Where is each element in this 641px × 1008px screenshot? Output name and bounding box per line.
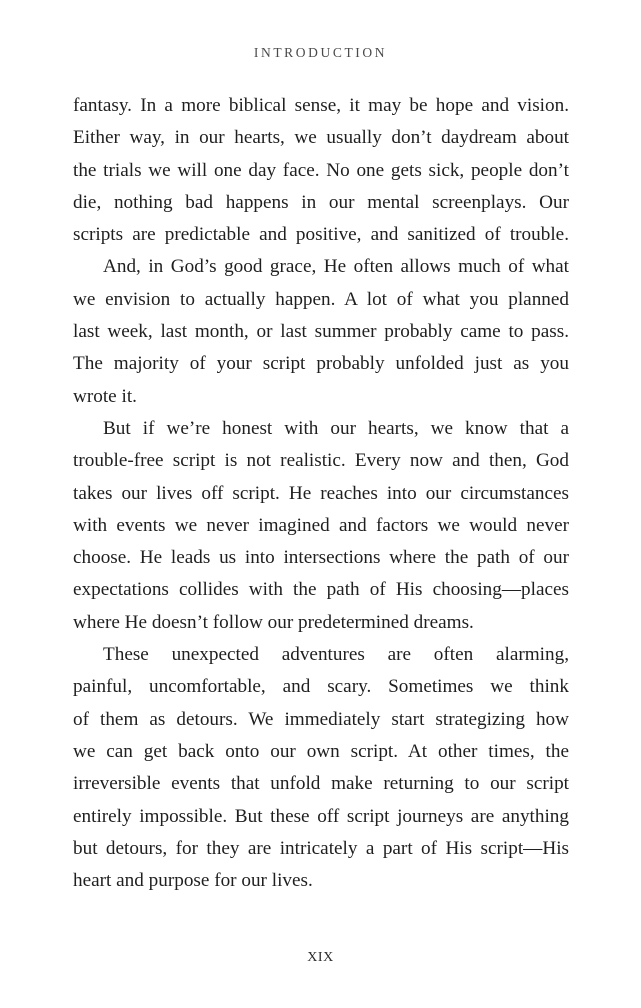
text-line: takes our lives off script. He reaches into our circumstances — [73, 482, 569, 504]
paragraph — [73, 639, 569, 897]
text-line: with events we never imagined and factors we would never — [73, 514, 569, 536]
text-line: fantasy. In a more biblical sense, it may be hope and vision. — [73, 95, 569, 116]
page-number: XIX — [307, 950, 334, 965]
text-line: scripts are predictable and positive, and sanitized of trouble. — [73, 224, 569, 246]
text-line: we can get back onto our own script. At other times, the — [73, 740, 569, 762]
text-line: The majority of your script probably unfolded just as you — [73, 353, 569, 375]
paragraph — [73, 90, 569, 251]
paragraph — [73, 251, 569, 412]
paragraph — [73, 413, 569, 639]
text-line: But if we’re honest with our hearts, we know that a — [103, 417, 569, 439]
text-line: but detours, for they are intricately a part of His script—His — [73, 837, 569, 859]
text-line: die, nothing bad happens in our mental screenplays. Our — [73, 191, 569, 213]
text-line: where He doesn’t follow our predetermined dreams. — [73, 611, 474, 633]
text-line: choose. He leads us into intersections where the path of our — [73, 547, 569, 569]
text-line: the trials we will one day face. No one gets sick, people don’t — [73, 159, 569, 181]
text-line: Either way, in our hearts, we usually don’t daydream about — [73, 127, 569, 149]
text-line: expectations collides with the path of His choosing—places — [73, 579, 569, 601]
text-line: heart and purpose for our lives. — [73, 870, 313, 892]
text-line: painful, uncomfortable, and scary. Sometimes we think — [73, 676, 569, 698]
text-line: of them as detours. We immediately start strategizing how — [73, 708, 569, 730]
text-line: we envision to actually happen. A lot of what you planned — [73, 288, 569, 310]
running-head: INTRODUCTION — [253, 45, 388, 60]
text-line: trouble-free script is not realistic. Every now and then, God — [73, 450, 569, 472]
text-line: These unexpected adventures are often alarming, — [103, 644, 569, 666]
text-line: last week, last month, or last summer probably came to pass. — [73, 321, 569, 343]
text-line: wrote it. — [73, 385, 137, 407]
text-line: irreversible events that unfold make returning to our script — [73, 773, 569, 795]
text-line: entirely impossible. But these off script journeys are anything — [73, 805, 569, 827]
text-line: And, in God’s good grace, He often allows much of what — [103, 256, 569, 278]
body-text — [73, 90, 569, 897]
